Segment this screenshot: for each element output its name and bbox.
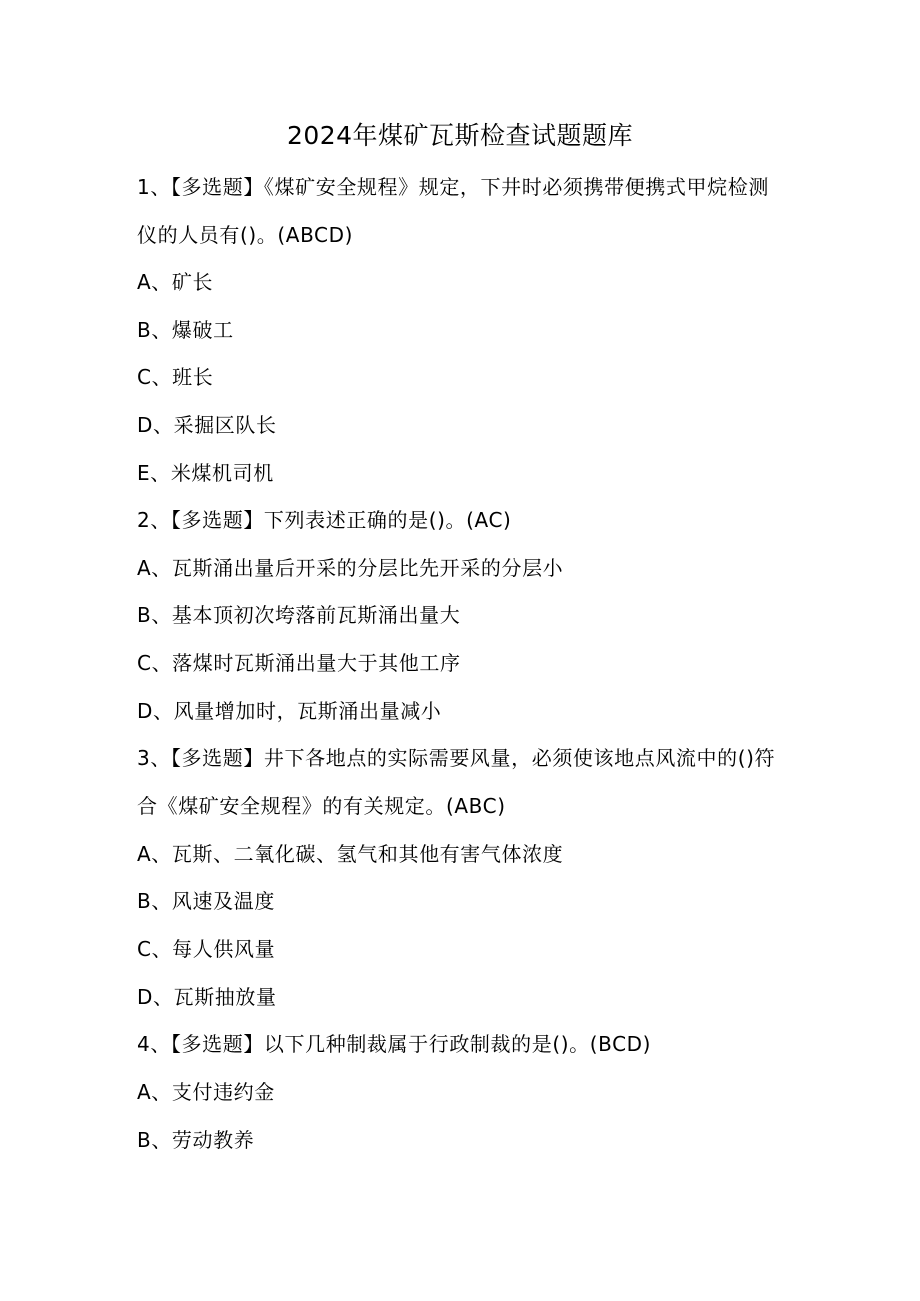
question-2-option-c: C、落煤时瓦斯涌出量大于其他工序	[137, 651, 461, 675]
question-1-option-e: E、米煤机司机	[137, 461, 274, 485]
question-4-option-b: B、劳动教养	[137, 1128, 255, 1152]
question-1-option-b: B、爆破工	[137, 318, 234, 342]
question-2-option-a: A、瓦斯涌出量后开采的分层比先开采的分层小	[137, 556, 564, 580]
question-3-option-c: C、每人供风量	[137, 937, 276, 961]
question-1-option-d: D、采掘区队长	[137, 413, 277, 437]
question-1-line-2: 仪的人员有()。(ABCD)	[137, 223, 354, 247]
question-2-option-b: B、基本顶初次垮落前瓦斯涌出量大	[137, 603, 461, 627]
question-2-option-d: D、风量增加时，瓦斯涌出量减小	[137, 699, 442, 723]
document-title: 2024年煤矿瓦斯检查试题题库	[286, 121, 634, 150]
question-3-line-2: 合《煤矿安全规程》的有关规定。(ABC)	[137, 794, 506, 818]
question-4-option-a: A、支付违约金	[137, 1080, 275, 1104]
question-2-line-1: 2、【多选题】下列表述正确的是()。(AC)	[137, 508, 512, 532]
question-4-line-1: 4、【多选题】以下几种制裁属于行政制裁的是()。(BCD)	[137, 1032, 652, 1056]
question-1-option-a: A、矿长	[137, 270, 214, 294]
question-3-option-a: A、瓦斯、二氧化碳、氢气和其他有害气体浓度	[137, 842, 564, 866]
question-1-line-1: 1、【多选题】《煤矿安全规程》规定，下井时必须携带便携式甲烷检测	[137, 175, 769, 199]
question-3-option-d: D、瓦斯抽放量	[137, 985, 277, 1009]
question-3-option-b: B、风速及温度	[137, 889, 275, 913]
question-1-option-c: C、班长	[137, 365, 214, 389]
question-3-line-1: 3、【多选题】井下各地点的实际需要风量，必须使该地点风流中的()符	[137, 746, 776, 770]
